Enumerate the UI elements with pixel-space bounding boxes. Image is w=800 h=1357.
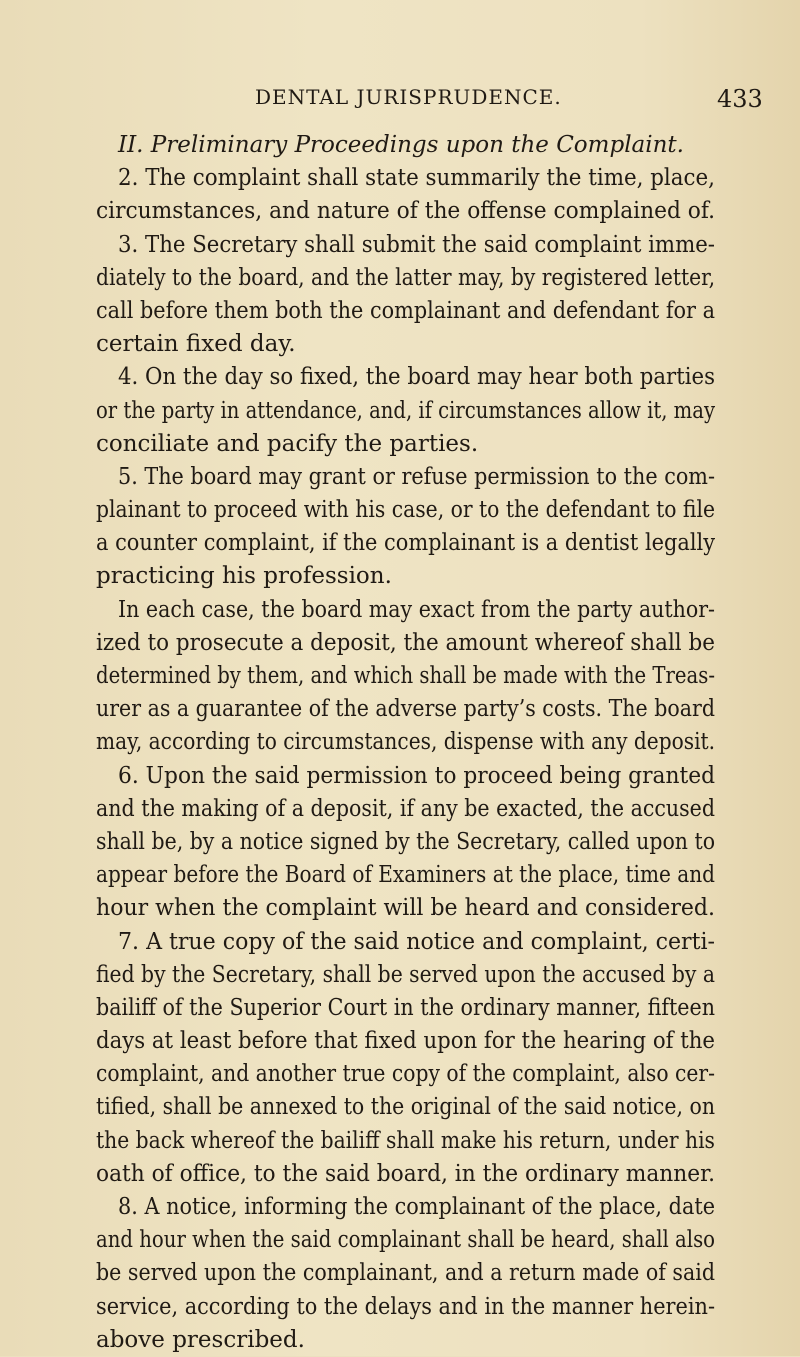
text-line: be served upon the complainant, and a return made of said [96, 1260, 716, 1287]
section-heading: II. Preliminary Proceedings upon the Complaint. [118, 132, 684, 158]
text-line: 6. Upon the said permission to proceed being granted [118, 762, 716, 789]
text-line: may, according to circumstances, dispense with any deposit. [96, 729, 716, 756]
text-line: plainant to proceed with his case, or to the defendant to file [96, 497, 716, 524]
text-line: bailiff of the Superior Court in the ordinary manner, fifteen [96, 994, 715, 1021]
running-head-title: DENTAL JURISPRUDENCE. [255, 85, 562, 109]
text-line: days at least before that fixed upon for the hearing of the [96, 1028, 715, 1055]
text-line: above prescribed. [96, 1326, 305, 1353]
section-heading-line [0, 129, 800, 162]
text-line: and the making of a deposit, if any be exacted, the accused [96, 795, 716, 822]
text-line: or the party in attendance, and, if circumstances allow it, may [96, 397, 716, 424]
text-line: In each case, the board may exact from the party author- [118, 596, 716, 623]
text-line: conciliate and pacify the parties. [96, 430, 479, 457]
text-line: tified, shall be annexed to the original of the said notice, on [96, 1094, 716, 1121]
text-line: service, according to the delays and in the manner herein- [96, 1293, 715, 1320]
text-line: 3. The Secretary shall submit the said complaint imme- [118, 231, 715, 258]
text-line: a counter complaint, if the complainant is a dentist legally [96, 530, 716, 557]
text-line: 5. The board may grant or refuse permission to the com- [118, 463, 715, 490]
text-line: 2. The complaint shall state summarily the time, place, [118, 165, 715, 192]
text-line: determined by them, and which shall be made with the Treas- [96, 663, 715, 689]
text-line: oath of office, to the said board, in the ordinary manner. [96, 1160, 715, 1187]
text-line: shall be, by a notice signed by the Secretary, called upon to [96, 828, 716, 855]
text-line: diately to the board, and the latter may, by registered letter, [96, 264, 716, 291]
page-number: 433 [717, 85, 763, 113]
text-line: the back whereof the bailiff shall make his return, under his [96, 1127, 715, 1154]
text-line: circumstances, and nature of the offense complained of. [96, 198, 716, 225]
running-head [0, 85, 800, 115]
text-line: hour when the complaint will be heard and considered. [96, 895, 716, 922]
text-line: call before them both the complainant and defendant for a [96, 297, 716, 324]
text-line: and hour when the said complainant shall be heard, shall also [96, 1227, 716, 1254]
text-line: complaint, and another true copy of the complaint, also cer- [96, 1061, 715, 1088]
text-line: 8. A notice, informing the complainant of the place, date [118, 1194, 716, 1220]
body-text [0, 129, 800, 1357]
text-line: practicing his profession. [96, 563, 392, 590]
text-line: urer as a guarantee of the adverse party’s costs. The board [96, 696, 715, 723]
text-line: 7. A true copy of the said notice and complaint, certi- [118, 928, 715, 955]
text-line: appear before the Board of Examiners at the place, time and [96, 862, 715, 889]
text-line: certain fixed day. [96, 331, 296, 358]
text-line: ized to prosecute a deposit, the amount whereof shall be [96, 629, 715, 656]
text-line: 4. On the day so fixed, the board may hear both parties [118, 364, 716, 391]
text-line: fied by the Secretary, shall be served upon the accused by a [96, 961, 715, 988]
